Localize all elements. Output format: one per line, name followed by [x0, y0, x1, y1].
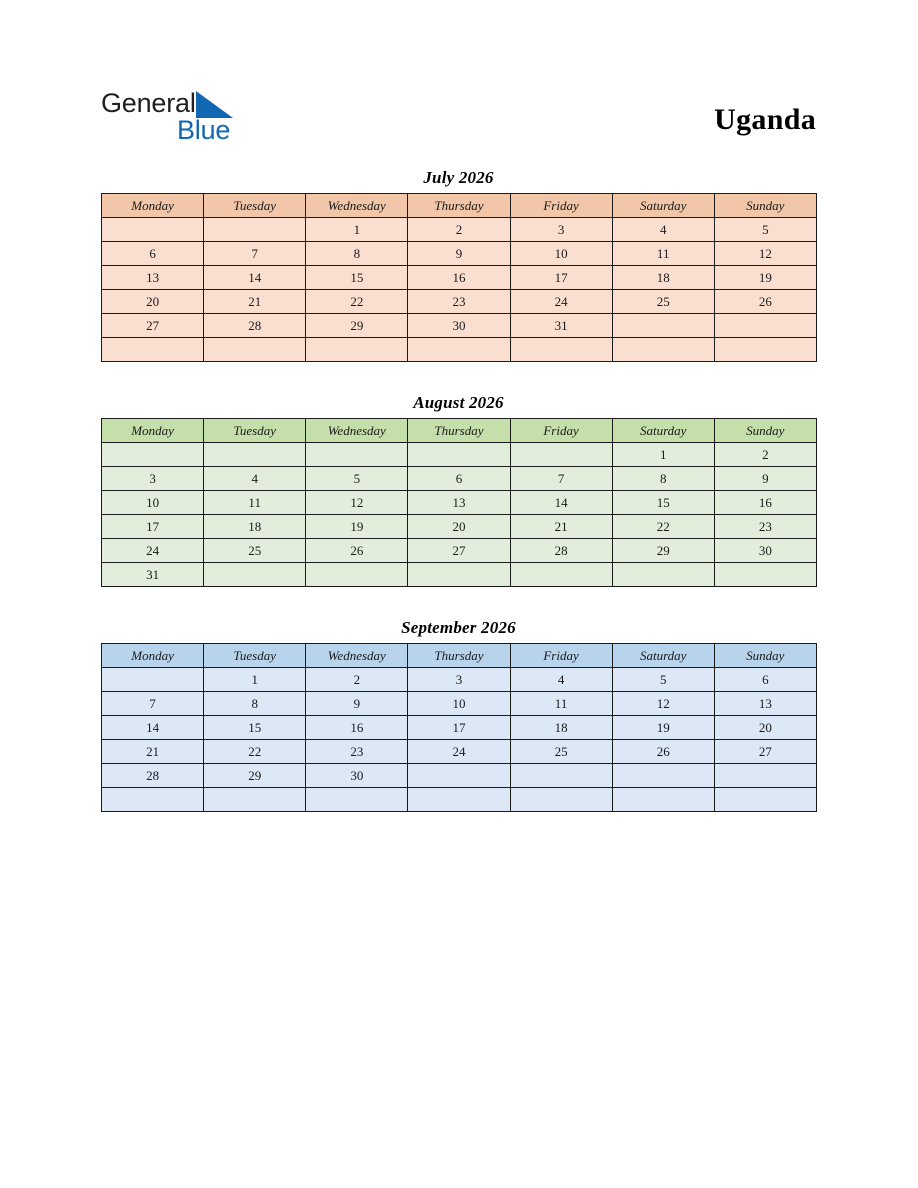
- day-cell[interactable]: 24: [102, 539, 204, 563]
- day-cell[interactable]: 22: [204, 740, 306, 764]
- day-cell[interactable]: 17: [102, 515, 204, 539]
- day-cell[interactable]: [612, 764, 714, 788]
- day-cell[interactable]: 6: [102, 242, 204, 266]
- day-cell[interactable]: 31: [102, 563, 204, 587]
- day-cell[interactable]: 16: [408, 266, 510, 290]
- day-cell[interactable]: 20: [714, 716, 816, 740]
- day-cell[interactable]: 1: [306, 218, 408, 242]
- day-cell[interactable]: 3: [408, 668, 510, 692]
- day-cell[interactable]: [612, 338, 714, 362]
- day-cell[interactable]: 5: [612, 668, 714, 692]
- day-cell[interactable]: 14: [102, 716, 204, 740]
- day-cell[interactable]: 10: [408, 692, 510, 716]
- week-row: [102, 539, 817, 563]
- day-cell[interactable]: 28: [510, 539, 612, 563]
- week-row: [102, 515, 817, 539]
- day-cell[interactable]: 16: [714, 491, 816, 515]
- weekday-header-friday: Friday: [510, 644, 612, 668]
- day-cell[interactable]: 2: [714, 443, 816, 467]
- weekday-header-friday: Friday: [510, 419, 612, 443]
- day-cell[interactable]: 30: [408, 314, 510, 338]
- day-cell[interactable]: [204, 563, 306, 587]
- day-cell[interactable]: [204, 218, 306, 242]
- day-cell[interactable]: 25: [510, 740, 612, 764]
- day-cell[interactable]: 1: [612, 443, 714, 467]
- day-cell[interactable]: [510, 764, 612, 788]
- day-cell[interactable]: 13: [408, 491, 510, 515]
- day-cell[interactable]: 27: [714, 740, 816, 764]
- day-cell[interactable]: 6: [714, 668, 816, 692]
- day-cell[interactable]: 23: [714, 515, 816, 539]
- generalblue-logo[interactable]: [101, 88, 341, 150]
- calendar-table-september: [101, 643, 817, 812]
- day-cell[interactable]: [714, 338, 816, 362]
- month-title: August 2026: [413, 393, 504, 412]
- calendar-table-july: [101, 193, 817, 362]
- day-cell[interactable]: 1: [204, 668, 306, 692]
- week-row: [102, 668, 817, 692]
- day-cell[interactable]: [714, 764, 816, 788]
- day-cell[interactable]: 12: [612, 692, 714, 716]
- weekday-header-wednesday: Wednesday: [306, 194, 408, 218]
- week-row: [102, 563, 817, 587]
- day-cell[interactable]: [408, 788, 510, 812]
- weekday-header-tuesday: Tuesday: [204, 419, 306, 443]
- day-cell[interactable]: [204, 788, 306, 812]
- day-cell[interactable]: 11: [612, 242, 714, 266]
- week-row: [102, 290, 817, 314]
- week-row: [102, 443, 817, 467]
- week-row: [102, 716, 817, 740]
- day-cell[interactable]: [714, 788, 816, 812]
- day-cell[interactable]: [612, 788, 714, 812]
- weekday-header-thursday: Thursday: [408, 419, 510, 443]
- day-cell[interactable]: 26: [306, 539, 408, 563]
- day-cell[interactable]: 29: [204, 764, 306, 788]
- week-row: [102, 692, 817, 716]
- day-cell[interactable]: 22: [306, 290, 408, 314]
- day-cell[interactable]: [408, 338, 510, 362]
- logo-word-blue: Blue: [177, 115, 231, 145]
- day-cell[interactable]: [102, 218, 204, 242]
- weekday-header-wednesday: Wednesday: [306, 644, 408, 668]
- day-cell[interactable]: 23: [408, 290, 510, 314]
- day-cell[interactable]: 26: [714, 290, 816, 314]
- weekday-header-sunday: Sunday: [714, 419, 816, 443]
- day-cell[interactable]: [612, 563, 714, 587]
- week-row: [102, 764, 817, 788]
- day-cell[interactable]: 27: [102, 314, 204, 338]
- day-cell[interactable]: 30: [714, 539, 816, 563]
- day-cell[interactable]: 10: [510, 242, 612, 266]
- month-title: September 2026: [401, 618, 516, 637]
- day-cell[interactable]: [306, 788, 408, 812]
- day-cell[interactable]: 15: [306, 266, 408, 290]
- day-cell[interactable]: 21: [510, 515, 612, 539]
- day-cell[interactable]: 7: [204, 242, 306, 266]
- page-header: [0, 0, 918, 160]
- day-cell[interactable]: [408, 764, 510, 788]
- day-cell[interactable]: 19: [306, 515, 408, 539]
- day-cell[interactable]: 21: [102, 740, 204, 764]
- day-cell[interactable]: 14: [510, 491, 612, 515]
- day-cell[interactable]: [204, 443, 306, 467]
- day-cell[interactable]: 8: [612, 467, 714, 491]
- weekday-header-row: [102, 194, 817, 218]
- month-block-july: [101, 167, 816, 362]
- day-cell[interactable]: 27: [408, 539, 510, 563]
- day-cell[interactable]: 11: [204, 491, 306, 515]
- day-cell[interactable]: 19: [612, 716, 714, 740]
- weekday-header-monday: Monday: [102, 419, 204, 443]
- weekday-header-sunday: Sunday: [714, 194, 816, 218]
- day-cell[interactable]: 5: [306, 467, 408, 491]
- week-row: [102, 740, 817, 764]
- day-cell[interactable]: 24: [510, 290, 612, 314]
- weekday-header-thursday: Thursday: [408, 194, 510, 218]
- day-cell[interactable]: 7: [102, 692, 204, 716]
- weekday-header-friday: Friday: [510, 194, 612, 218]
- day-cell[interactable]: 12: [306, 491, 408, 515]
- day-cell[interactable]: 8: [306, 242, 408, 266]
- day-cell[interactable]: 19: [714, 266, 816, 290]
- day-cell[interactable]: [102, 788, 204, 812]
- day-cell[interactable]: 25: [204, 539, 306, 563]
- day-cell[interactable]: 31: [510, 314, 612, 338]
- day-cell[interactable]: 17: [510, 266, 612, 290]
- day-cell[interactable]: 23: [306, 740, 408, 764]
- day-cell[interactable]: 2: [408, 218, 510, 242]
- week-row: [102, 218, 817, 242]
- day-cell[interactable]: 20: [408, 515, 510, 539]
- day-cell[interactable]: [102, 443, 204, 467]
- day-cell[interactable]: 6: [408, 467, 510, 491]
- day-cell[interactable]: 7: [510, 467, 612, 491]
- day-cell[interactable]: 30: [306, 764, 408, 788]
- weekday-header-row: [102, 419, 817, 443]
- week-row: [102, 242, 817, 266]
- day-cell[interactable]: 18: [510, 716, 612, 740]
- day-cell[interactable]: [510, 338, 612, 362]
- day-cell[interactable]: 15: [204, 716, 306, 740]
- day-cell[interactable]: 22: [612, 515, 714, 539]
- day-cell[interactable]: 18: [612, 266, 714, 290]
- week-row: [102, 266, 817, 290]
- day-cell[interactable]: 20: [102, 290, 204, 314]
- day-cell[interactable]: [102, 338, 204, 362]
- week-row: [102, 467, 817, 491]
- day-cell[interactable]: 18: [204, 515, 306, 539]
- country-title: Uganda: [714, 103, 816, 136]
- day-cell[interactable]: 17: [408, 716, 510, 740]
- month-title: July 2026: [423, 168, 494, 187]
- weekday-header-saturday: Saturday: [612, 644, 714, 668]
- day-cell[interactable]: 29: [612, 539, 714, 563]
- day-cell[interactable]: 16: [306, 716, 408, 740]
- day-cell[interactable]: 5: [714, 218, 816, 242]
- day-cell[interactable]: 8: [204, 692, 306, 716]
- day-cell[interactable]: 4: [204, 467, 306, 491]
- day-cell[interactable]: 4: [510, 668, 612, 692]
- day-cell[interactable]: 15: [612, 491, 714, 515]
- day-cell[interactable]: 9: [306, 692, 408, 716]
- day-cell[interactable]: 3: [510, 218, 612, 242]
- day-cell[interactable]: 25: [612, 290, 714, 314]
- day-cell[interactable]: [510, 563, 612, 587]
- day-cell[interactable]: 29: [306, 314, 408, 338]
- week-row: [102, 338, 817, 362]
- weekday-header-row: [102, 644, 817, 668]
- day-cell[interactable]: [408, 443, 510, 467]
- week-row: [102, 788, 817, 812]
- day-cell[interactable]: 26: [612, 740, 714, 764]
- day-cell[interactable]: [306, 443, 408, 467]
- day-cell[interactable]: [102, 668, 204, 692]
- day-cell[interactable]: 14: [204, 266, 306, 290]
- day-cell[interactable]: 12: [714, 242, 816, 266]
- weekday-header-wednesday: Wednesday: [306, 419, 408, 443]
- day-cell[interactable]: [714, 563, 816, 587]
- week-row: [102, 491, 817, 515]
- logo-word-general: General: [101, 88, 196, 118]
- calendar-table-august: [101, 418, 817, 587]
- weekday-header-monday: Monday: [102, 644, 204, 668]
- day-cell[interactable]: [204, 338, 306, 362]
- day-cell[interactable]: 13: [102, 266, 204, 290]
- day-cell[interactable]: 28: [204, 314, 306, 338]
- day-cell[interactable]: [714, 314, 816, 338]
- day-cell[interactable]: [408, 563, 510, 587]
- month-block-august: [101, 392, 816, 587]
- day-cell[interactable]: [612, 314, 714, 338]
- triangle-icon: [196, 91, 233, 118]
- day-cell[interactable]: 13: [714, 692, 816, 716]
- day-cell[interactable]: 4: [612, 218, 714, 242]
- day-cell[interactable]: 3: [102, 467, 204, 491]
- weekday-header-thursday: Thursday: [408, 644, 510, 668]
- week-row: [102, 314, 817, 338]
- day-cell[interactable]: [306, 338, 408, 362]
- day-cell[interactable]: 9: [714, 467, 816, 491]
- weekday-header-saturday: Saturday: [612, 419, 714, 443]
- day-cell[interactable]: 2: [306, 668, 408, 692]
- day-cell[interactable]: 11: [510, 692, 612, 716]
- day-cell[interactable]: 28: [102, 764, 204, 788]
- day-cell[interactable]: [510, 788, 612, 812]
- weekday-header-tuesday: Tuesday: [204, 644, 306, 668]
- day-cell[interactable]: 24: [408, 740, 510, 764]
- day-cell[interactable]: 10: [102, 491, 204, 515]
- month-block-september: [101, 617, 816, 812]
- day-cell[interactable]: 9: [408, 242, 510, 266]
- weekday-header-sunday: Sunday: [714, 644, 816, 668]
- day-cell[interactable]: [510, 443, 612, 467]
- day-cell[interactable]: 21: [204, 290, 306, 314]
- weekday-header-saturday: Saturday: [612, 194, 714, 218]
- weekday-header-tuesday: Tuesday: [204, 194, 306, 218]
- day-cell[interactable]: [306, 563, 408, 587]
- weekday-header-monday: Monday: [102, 194, 204, 218]
